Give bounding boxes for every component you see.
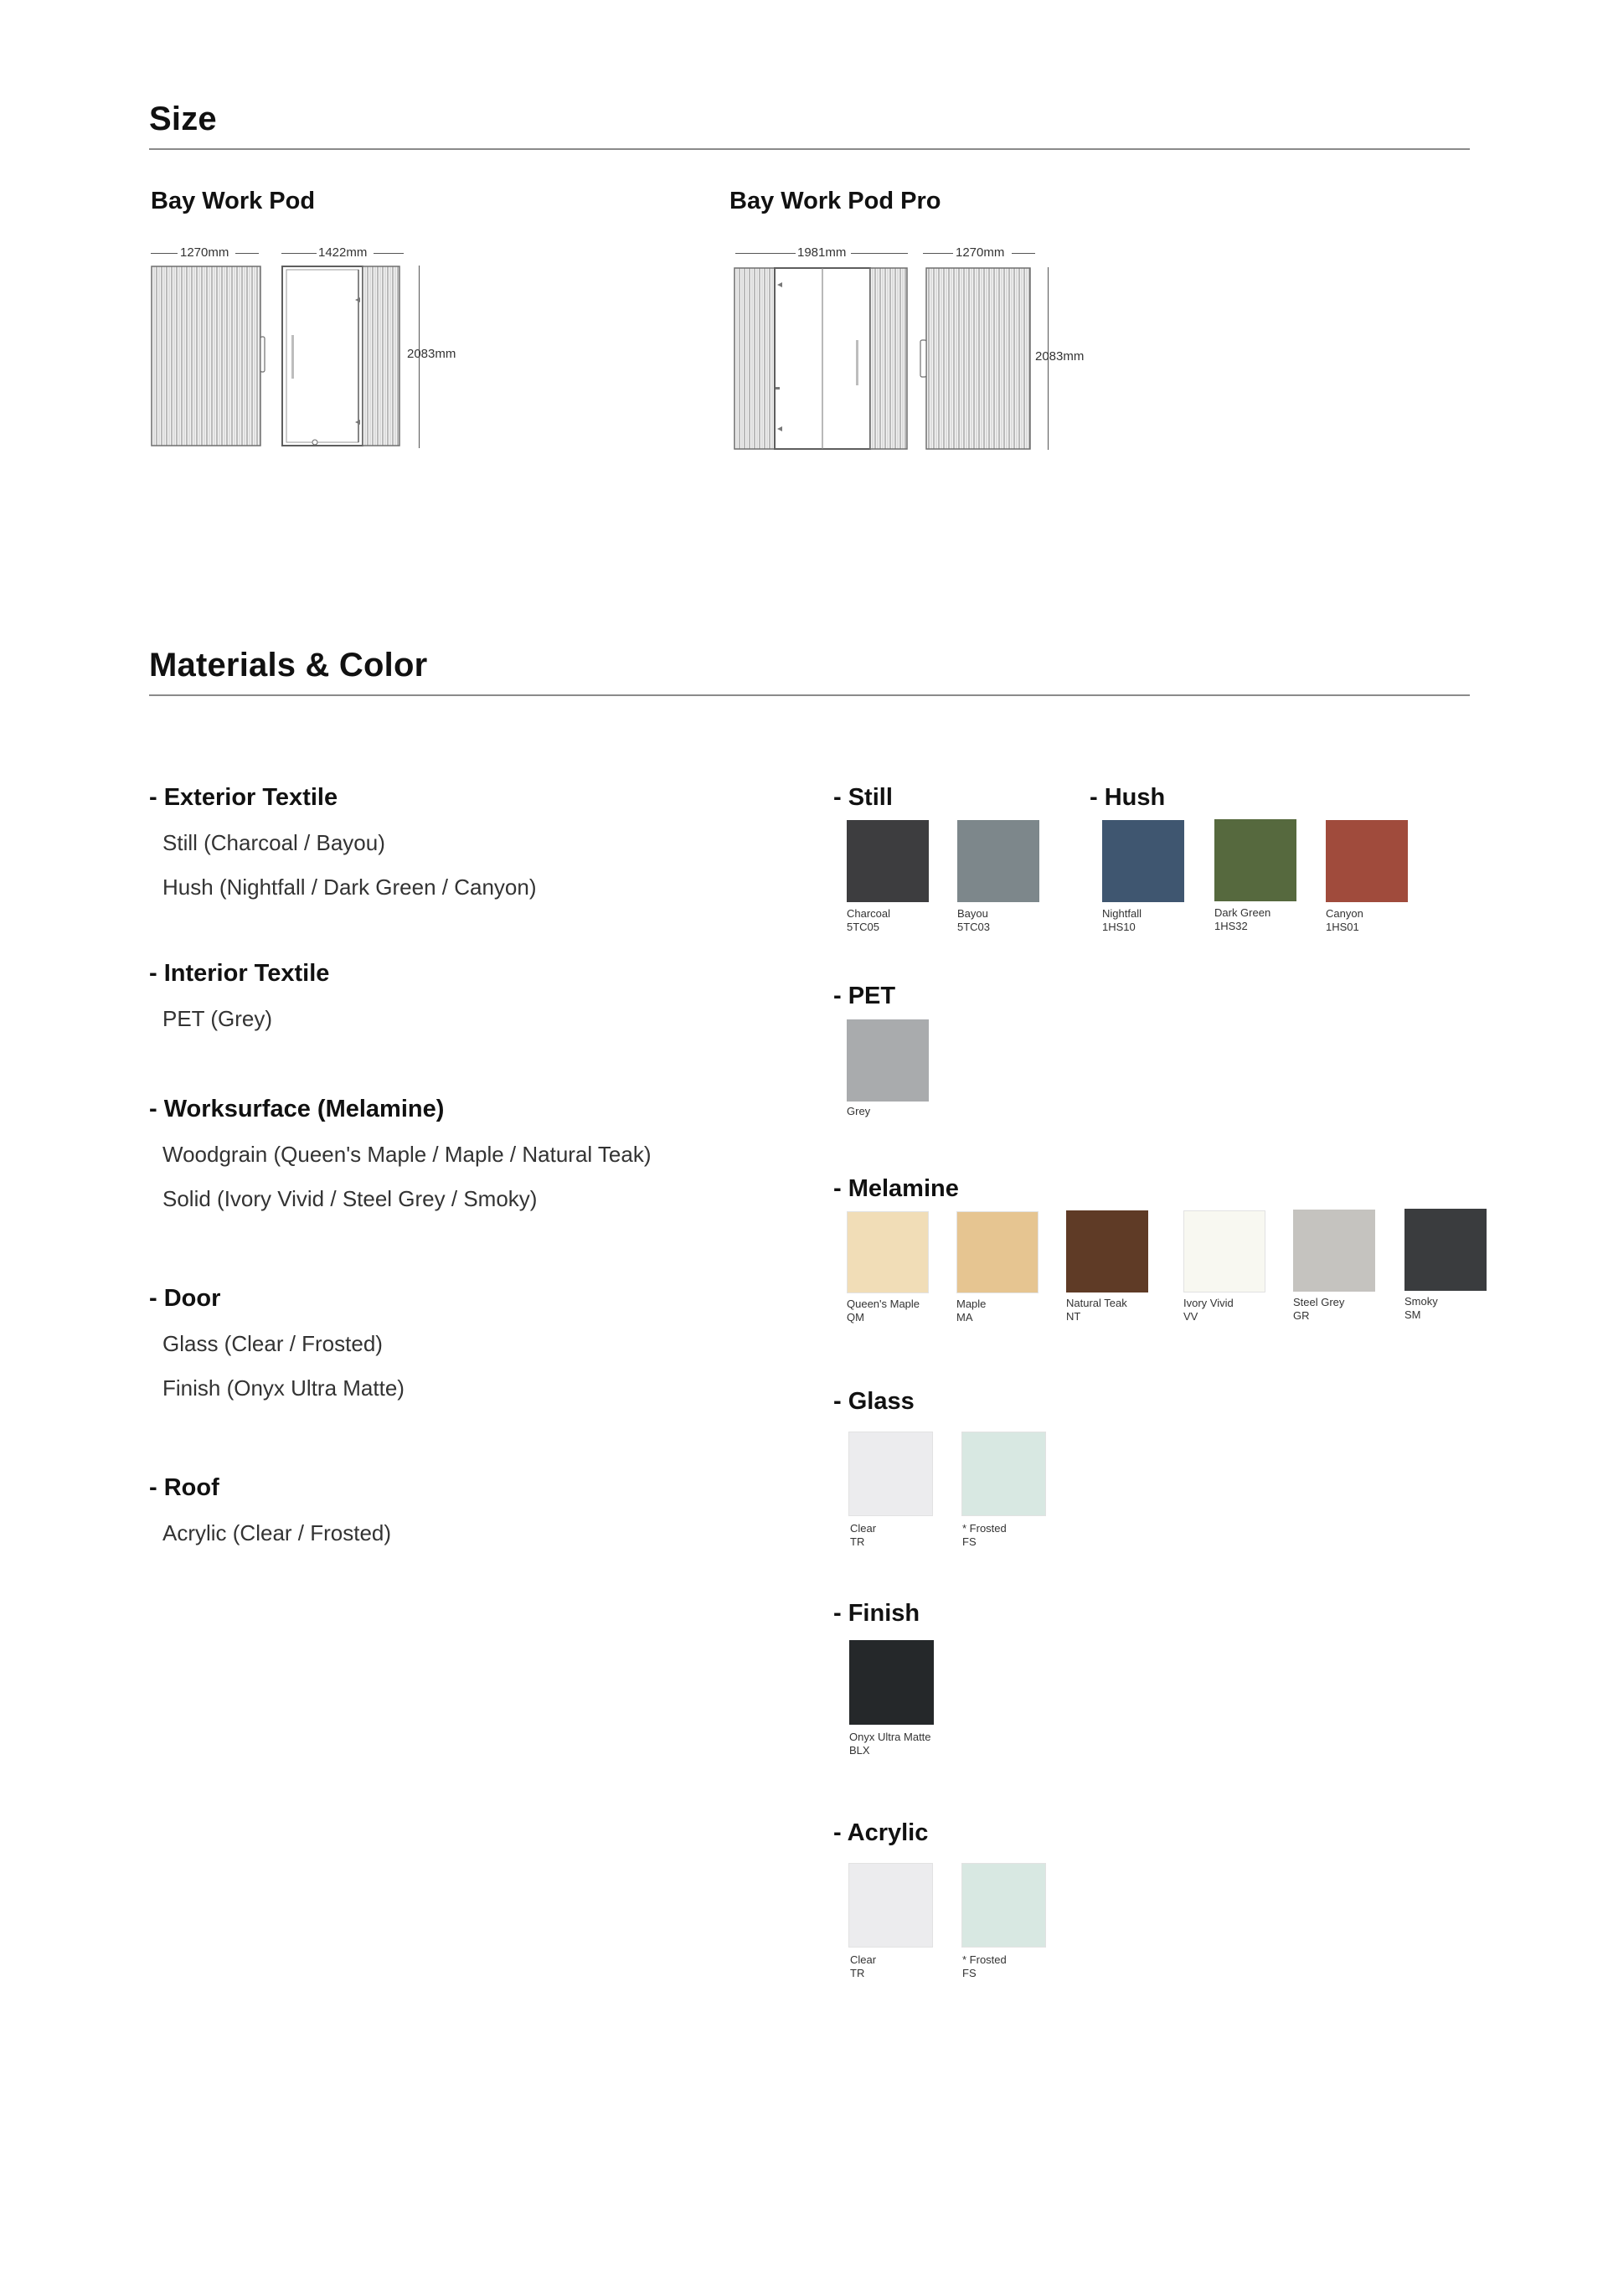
bay-work-pod-pro-side-view-drawing: [918, 266, 1035, 452]
swatch-glass-clear: [848, 1432, 933, 1516]
spec-heading-exterior-textile: - Exterior Textile: [149, 784, 338, 811]
swatch-name: Steel Grey: [1293, 1296, 1345, 1308]
dimension-line: [735, 253, 796, 254]
dimension-line: [235, 253, 259, 254]
spec-heading-roof: - Roof: [149, 1474, 219, 1501]
swatch-name: Bayou: [957, 907, 988, 920]
spec-heading-interior-textile: - Interior Textile: [149, 960, 330, 987]
height-dimension-label: 2083mm: [407, 347, 456, 361]
swatch-name: Clear: [850, 1522, 877, 1535]
swatch-code: FS: [962, 1535, 977, 1548]
swatch-code: TR: [850, 1535, 865, 1548]
swatch-name: * Frosted: [962, 1953, 1007, 1966]
swatch-code: 1HS10: [1102, 921, 1136, 933]
materials-section-rule: [149, 694, 1470, 696]
swatch-name: Smoky: [1404, 1295, 1438, 1308]
swatch-still-bayou: [957, 820, 1039, 902]
swatch-code: GR: [1293, 1309, 1310, 1322]
swatch-code: TR: [850, 1967, 865, 1979]
swatch-code: BLX: [849, 1744, 870, 1757]
swatch-melamine-maple: [956, 1211, 1038, 1293]
dimension-line: [151, 253, 178, 254]
swatch-finish-onyx-ultra-matte: [849, 1640, 934, 1725]
swatch-hush-nightfall: [1102, 820, 1184, 902]
swatch-name: Charcoal: [847, 907, 891, 920]
swatch-acrylic-frosted: [961, 1863, 1046, 1948]
swatch-group-heading-still: - Still: [833, 784, 893, 811]
product-title-bay-work-pod: Bay Work Pod: [151, 188, 316, 214]
swatch-name: Queen's Maple: [847, 1298, 920, 1310]
depth-dimension-label: 1422mm: [318, 245, 368, 260]
width-dimension-label: 1270mm: [180, 245, 229, 260]
dimension-line: [851, 253, 908, 254]
swatch-melamine-natural-teak: [1066, 1210, 1148, 1292]
spec-line: PET (Grey): [162, 1006, 272, 1031]
swatch-name: Nightfall: [1102, 907, 1142, 920]
swatch-acrylic-clear: [848, 1863, 933, 1948]
swatch-pet-grey: [847, 1019, 929, 1102]
swatch-glass-frosted: [961, 1432, 1046, 1516]
swatch-hush-canyon: [1326, 820, 1408, 902]
bay-work-pod-pro-front-view-drawing: [734, 266, 910, 452]
size-section-title: Size: [149, 101, 217, 137]
spec-line: Hush (Nightfall / Dark Green / Canyon): [162, 875, 537, 900]
swatch-name: Natural Teak: [1066, 1297, 1127, 1309]
spec-line: Solid (Ivory Vivid / Steel Grey / Smoky): [162, 1186, 538, 1211]
swatch-name: Onyx Ultra Matte: [849, 1731, 931, 1743]
swatch-code: FS: [962, 1967, 977, 1979]
spec-line: Glass (Clear / Frosted): [162, 1331, 383, 1356]
swatch-group-heading-glass: - Glass: [833, 1388, 915, 1415]
swatch-melamine-smoky: [1404, 1209, 1487, 1291]
swatch-code: SM: [1404, 1308, 1421, 1321]
dimension-line: [923, 253, 953, 254]
swatch-name: Canyon: [1326, 907, 1363, 920]
swatch-code: NT: [1066, 1310, 1081, 1323]
swatch-group-heading-finish: - Finish: [833, 1600, 920, 1627]
swatch-code: 5TC05: [847, 921, 880, 933]
swatch-name: Ivory Vivid: [1183, 1297, 1234, 1309]
swatch-still-charcoal: [847, 820, 929, 902]
height-dimension-label: 2083mm: [1035, 349, 1085, 364]
spec-line: Woodgrain (Queen's Maple / Maple / Natural Teak): [162, 1142, 652, 1167]
swatch-code: MA: [956, 1311, 973, 1323]
bay-work-pod-front-view-drawing: [281, 265, 407, 449]
swatch-melamine-queen-s-maple: [847, 1211, 929, 1293]
spec-heading-worksurface: - Worksurface (Melamine): [149, 1096, 445, 1122]
dimension-line: [281, 253, 317, 254]
swatch-melamine-ivory-vivid: [1183, 1210, 1265, 1292]
swatch-hush-dark-green: [1214, 819, 1296, 901]
swatch-group-heading-pet: - PET: [833, 983, 896, 1009]
swatch-name: Clear: [850, 1953, 877, 1966]
size-section-rule: [149, 148, 1470, 150]
swatch-code: 1HS01: [1326, 921, 1359, 933]
swatch-group-heading-melamine: - Melamine: [833, 1175, 959, 1202]
depth-dimension-label: 1270mm: [956, 245, 1005, 260]
dimension-line: [374, 253, 404, 254]
bay-work-pod-side-view-drawing: [151, 265, 268, 449]
swatch-code: 1HS32: [1214, 920, 1248, 932]
swatch-name: * Frosted: [962, 1522, 1007, 1535]
spec-line: Acrylic (Clear / Frosted): [162, 1520, 392, 1545]
product-title-bay-work-pod-pro: Bay Work Pod Pro: [729, 188, 941, 214]
swatch-name: Dark Green: [1214, 906, 1271, 919]
swatch-name: Grey: [847, 1105, 871, 1117]
swatch-name: Maple: [956, 1298, 987, 1310]
swatch-melamine-steel-grey: [1293, 1210, 1375, 1292]
spec-heading-door: - Door: [149, 1285, 221, 1312]
swatch-code: VV: [1183, 1310, 1198, 1323]
swatch-group-heading-hush: - Hush: [1090, 784, 1166, 811]
width-dimension-label: 1981mm: [797, 245, 847, 260]
spec-line: Finish (Onyx Ultra Matte): [162, 1375, 405, 1401]
dimension-line: [1012, 253, 1035, 254]
swatch-code: 5TC03: [957, 921, 991, 933]
spec-line: Still (Charcoal / Bayou): [162, 830, 385, 855]
swatch-code: QM: [847, 1311, 864, 1323]
swatch-group-heading-acrylic: - Acrylic: [833, 1819, 929, 1846]
materials-section-title: Materials & Color: [149, 647, 428, 684]
